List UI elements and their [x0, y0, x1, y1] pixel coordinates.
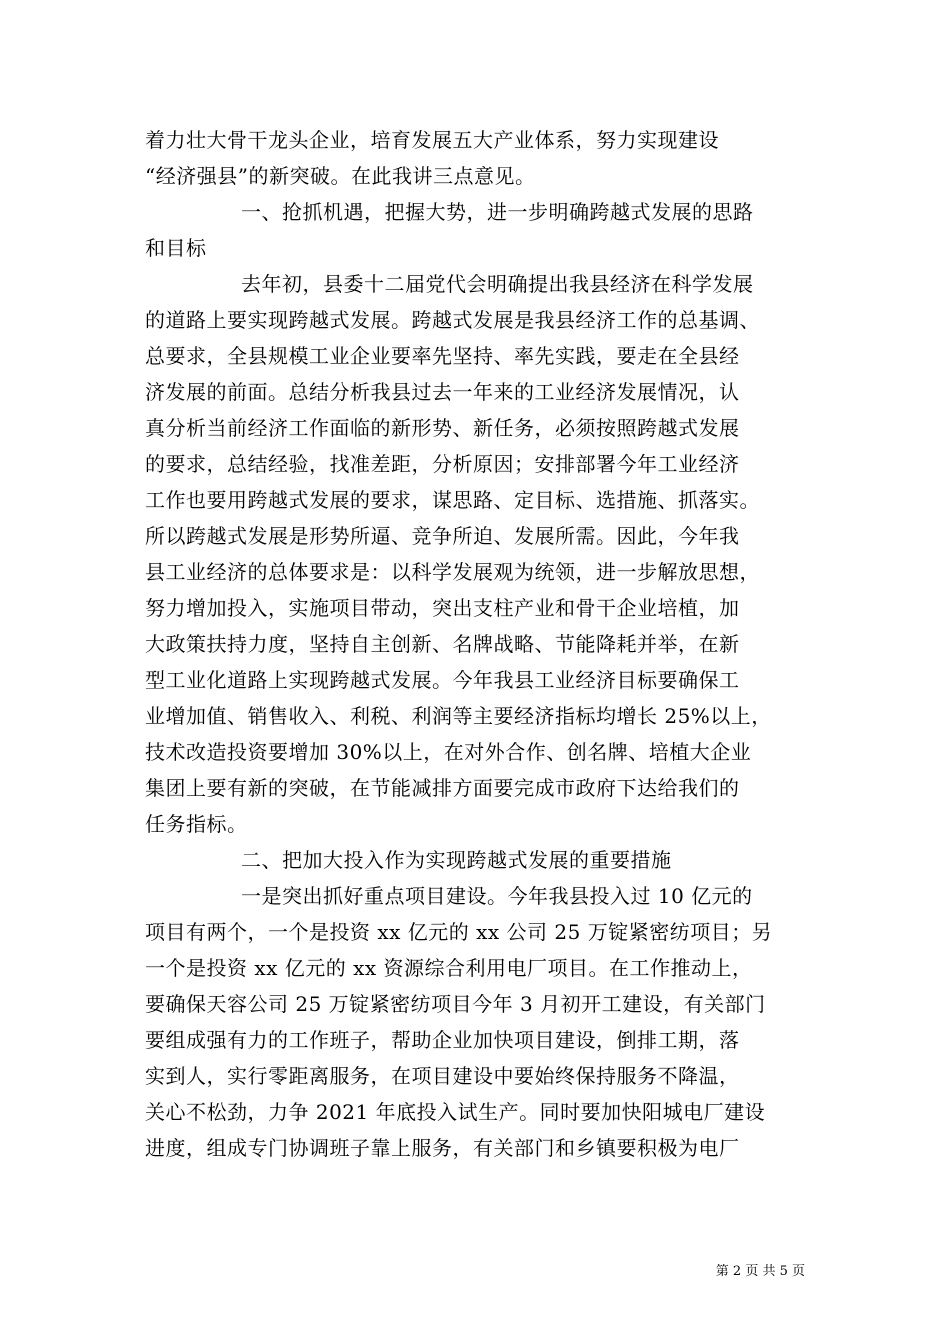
- text-line: 进度，组成专门协调班子靠上服务，有关部门和乡镇要积极为电厂: [145, 1136, 740, 1160]
- text-line: 集团上要有新的突破，在节能减排方面要完成市政府下达给我们的: [145, 776, 740, 800]
- text-line: 一个是投资 xx 亿元的 xx 资源综合利用电厂项目。在工作推动上，: [145, 956, 753, 980]
- text-line: 总要求，全县规模工业企业要率先坚持、率先实践，要走在全县经: [145, 344, 740, 368]
- text-line: 努力增加投入，实施项目带动，突出支柱产业和骨干企业培植，加: [145, 596, 740, 620]
- text-line: 的道路上要实现跨越式发展。跨越式发展是我县经济工作的总基调、: [145, 308, 760, 332]
- section-heading-1-continued: 和目标: [145, 236, 207, 260]
- text-line: 着力壮大骨干龙头企业，培育发展五大产业体系，努力实现建设: [145, 128, 719, 152]
- document-body: [145, 122, 815, 1166]
- text-line: 真分析当前经济工作面临的新形势、新任务，必须按照跨越式发展: [145, 416, 740, 440]
- text-line: 型工业化道路上实现跨越式发展。今年我县工业经济目标要确保工: [145, 668, 740, 692]
- text-line: 要组成强有力的工作班子，帮助企业加快项目建设，倒排工期，落: [145, 1028, 740, 1052]
- text-line: 业增加值、销售收入、利税、利润等主要经济指标均增长 25%以上，: [145, 704, 772, 728]
- text-line: 的要求，总结经验，找准差距，分析原因；安排部署今年工业经济: [145, 452, 740, 476]
- text-line: 关心不松劲，力争 2021 年底投入试生产。同时要加快阳城电厂建设: [145, 1100, 766, 1124]
- text-line: 济发展的前面。总结分析我县过去一年来的工业经济发展情况，认: [145, 380, 740, 404]
- text-line: 工作也要用跨越式发展的要求，谋思路、定目标、选措施、抓落实。: [145, 488, 760, 512]
- text-line: 大政策扶持力度，坚持自主创新、名牌战略、节能降耗并举，在新: [145, 632, 740, 656]
- section-heading-1: 一、抢抓机遇，把握大势，进一步明确跨越式发展的思路: [241, 200, 754, 224]
- text-line: 任务指标。: [145, 812, 248, 836]
- text-line: 实到人，实行零距离服务，在项目建设中要始终保持服务不降温，: [145, 1064, 740, 1088]
- paragraph-start: 去年初，县委十二届党代会明确提出我县经济在科学发展: [241, 272, 754, 296]
- page-number-footer: 第 2 页 共 5 页: [715, 1264, 805, 1279]
- text-line: 技术改造投资要增加 30%以上，在对外合作、创名牌、培植大企业: [145, 740, 752, 764]
- text-line: 要确保天容公司 25 万锭紧密纺项目今年 3 月初开工建设，有关部门: [145, 992, 766, 1016]
- text-line: 县工业经济的总体要求是：以科学发展观为统领，进一步解放思想，: [145, 560, 760, 584]
- section-heading-2: 二、把加大投入作为实现跨越式发展的重要措施: [241, 848, 672, 872]
- text-line: “经济强县”的新突破。在此我讲三点意见。: [145, 164, 536, 188]
- text-line: 所以跨越式发展是形势所逼、竞争所迫、发展所需。因此，今年我: [145, 524, 740, 548]
- paragraph-start: 一是突出抓好重点项目建设。今年我县投入过 10 亿元的: [241, 884, 753, 908]
- text-line: 项目有两个，一个是投资 xx 亿元的 xx 公司 25 万锭紧密纺项目；另: [145, 920, 773, 944]
